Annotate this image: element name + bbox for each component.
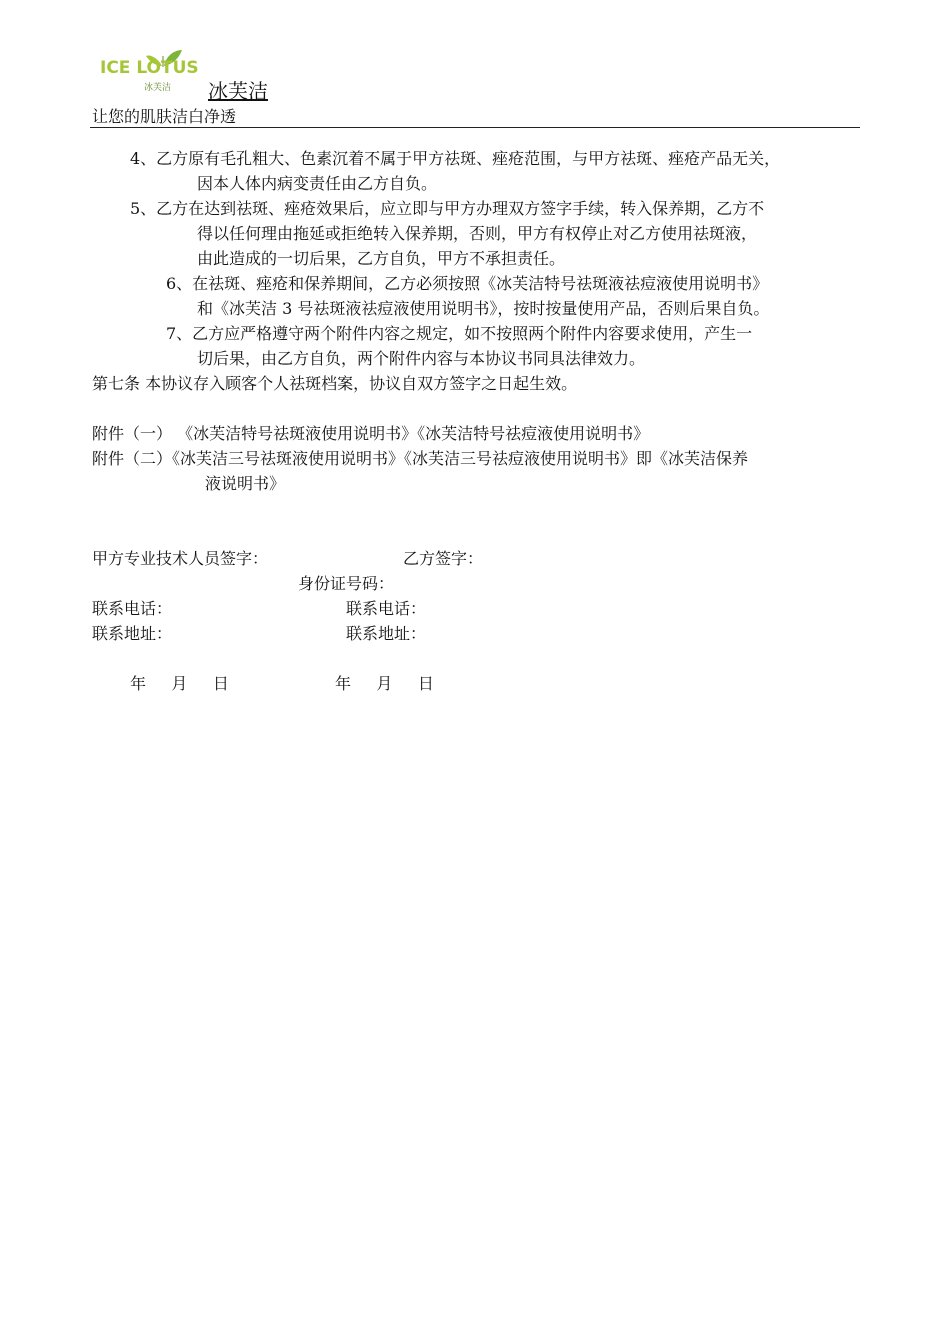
logo-subtitle: 冰芙洁 (144, 83, 172, 93)
clause-7-line-1: 7、乙方应严格遵守两个附件内容之规定，如不按照两个附件内容要求使用，产生一 (166, 324, 753, 343)
attachment-1: 附件（一） 《冰芙洁特号祛斑液使用说明书》《冰芙洁特号祛痘液使用说明书》 (92, 424, 650, 443)
brand-logo (98, 46, 202, 96)
clause-4-line-1: 4、乙方原有毛孔粗大、色素沉着不属于甲方祛斑、痤疮范围，与甲方祛斑、痤疮产品无关， (130, 149, 781, 168)
logo-wordmark: ICE LOTUS (100, 58, 199, 78)
clause-7-line-2: 切后果，由乙方自负，两个附件内容与本协议书同具法律效力。 (197, 349, 646, 368)
party-b-signature-label: 乙方签字： (403, 549, 484, 568)
attachment-2-line-2: 液说明书》 (205, 474, 286, 493)
brand-name: 冰芙洁 (208, 79, 268, 103)
article-7: 第七条 本协议存入顾客个人祛斑档案，协议自双方签字之日起生效。 (92, 374, 578, 393)
party-a-phone-label: 联系电话： (92, 599, 173, 618)
party-a-signature-label: 甲方专业技术人员签字： (92, 549, 269, 568)
slogan: 让您的肌肤洁白净透 (92, 107, 237, 126)
clause-5-line-3: 由此造成的一切后果，乙方自负，甲方不承担责任。 (197, 249, 566, 268)
clause-5-line-1: 5、乙方在达到祛斑、痤疮效果后，应立即与甲方办理双方签字手续，转入保养期，乙方不 (130, 199, 765, 218)
id-number-label: 身份证号码： (298, 574, 395, 593)
attachment-2-line-1: 附件（二）《冰芙洁三号祛斑液使用说明书》《冰芙洁三号祛痘液使用说明书》即《冰芙洁保养 (92, 449, 749, 468)
clause-4-line-2: 因本人体内病变责任由乙方自负。 (197, 174, 438, 193)
party-b-phone-label: 联系电话： (346, 599, 427, 618)
clause-6-line-1: 6、在祛斑、痤疮和保养期间，乙方必须按照《冰芙洁特号祛斑液祛痘液使用说明书》 (166, 274, 769, 293)
party-b-address-label: 联系地址： (346, 624, 427, 643)
party-a-date: 年 月 日 (130, 674, 229, 693)
clause-5-line-2: 得以任何理由拖延或拒绝转入保养期，否则，甲方有权停止对乙方使用祛斑液， (197, 224, 758, 243)
clause-6-line-2: 和《冰芙洁 3 号祛斑液祛痘液使用说明书》，按时按量使用产品，否则后果自负。 (197, 299, 770, 318)
party-b-date: 年 月 日 (335, 674, 434, 693)
party-a-address-label: 联系地址： (92, 624, 173, 643)
header-divider (90, 127, 860, 128)
